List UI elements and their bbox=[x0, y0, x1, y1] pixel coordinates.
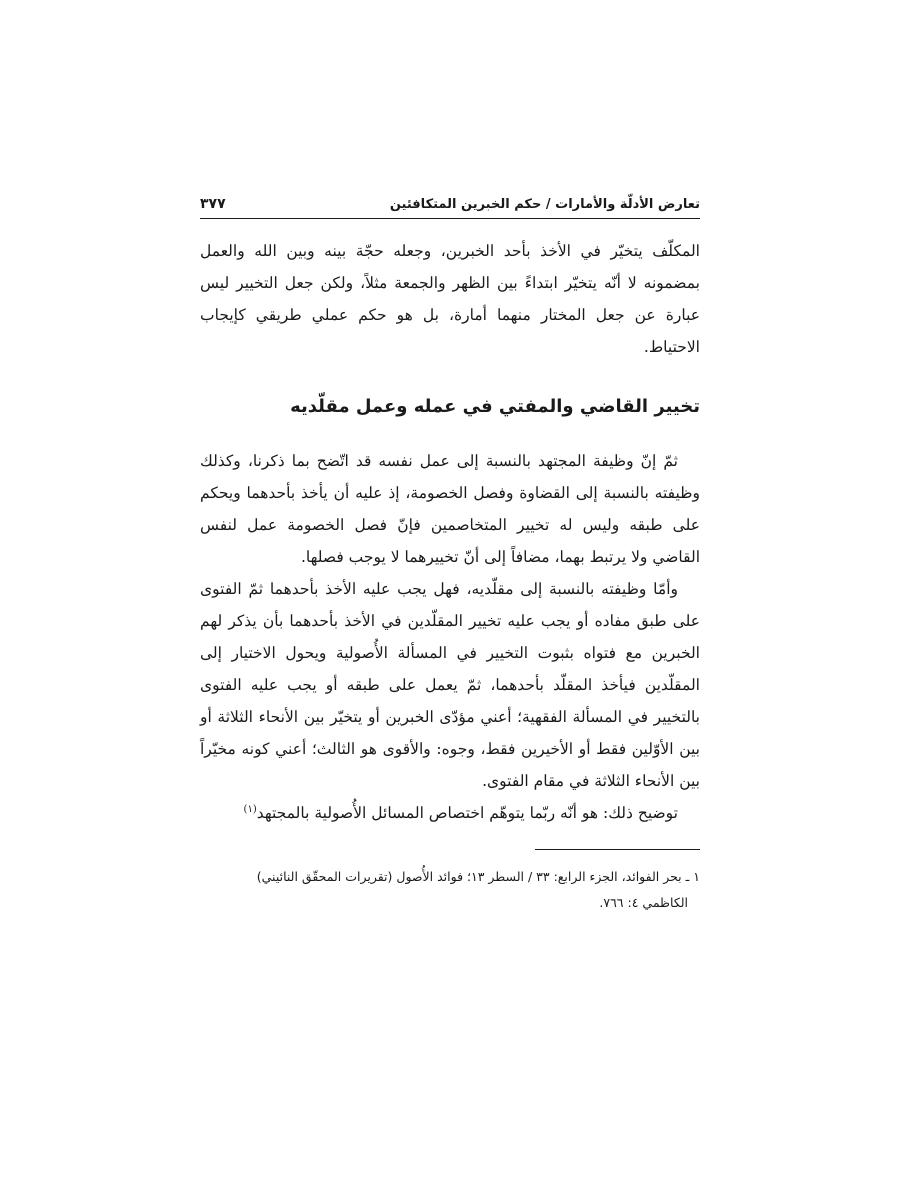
footnotes bbox=[200, 864, 700, 916]
footnote-1 bbox=[200, 864, 700, 916]
running-header bbox=[200, 196, 700, 219]
running-title: تعارض الأدلّة والأمارات / حكم الخبرين المتكافئين bbox=[389, 197, 700, 212]
footnote-divider bbox=[535, 849, 700, 850]
footnote-1-line-1: ١ ـ بحر الفوائد، الجزء الرابع: ٣٣ / السطر ١٣؛ فوائد الأُصول (تقريرات المحقّق النائيني) bbox=[256, 869, 700, 884]
main-text bbox=[200, 235, 700, 829]
book-page bbox=[200, 196, 700, 916]
paragraph-2: ثمّ إنّ وظيفة المجتهد بالنسبة إلى عمل نفسه قد اتّضح بما ذكرنا، وكذلك وظيفته بالنسبة إلى القضاوة وفصل الخصومة، إذ عليه أن يأخذ بأحدهما ويحكم على طبقه وليس له تخيير المتخاصمين فإنّ فصل الخصومة عمل لنفس القاضي ولا يرتبط بهما، مضافاً إلى أنّ تخييرهما لا يوجب فصلها. bbox=[200, 452, 700, 566]
footnote-1-line-2: الكاظمي ٤: ٧٦٦. bbox=[599, 895, 688, 910]
section-heading: تخيير القاضي والمفتي في عمله وعمل مقلّديه bbox=[290, 396, 700, 417]
paragraph-3: وأمّا وظيفته بالنسبة إلى مقلّديه، فهل يجب عليه الأخذ بأحدهما ثمّ الفتوى على طبق مفاده أو يجب عليه تخيير المقلّدين في الأخذ بأحدهما بأن يذكر لهم الخبرين مع فتواه بثبوت التخيير في المسألة الأُصولية ويحول الاختيار إلى المقلّدين فيأخذ المقلّد بأحدهما، ثمّ يعمل على طبقه أو يجب عليه الفتوى بالتخيير في المسألة الفقهية؛ أعني مؤدّى الخبرين أو يتخيّر بين الأنحاء الثلاثة أو بين الأوّلين فقط أو الأخيرين فقط، وجوه: والأقوى هو الثالث؛ أعني كونه مخيّراً بين الأنحاء الثلاثة في مقام الفتوى. bbox=[200, 580, 700, 790]
paragraph-4 bbox=[200, 797, 700, 829]
paragraph-4-text: توضيح ذلك: هو أنّه ربّما يتوهّم اختصاص المسائل الأُصولية بالمجتهد bbox=[256, 804, 678, 822]
page-number: ٣٧٧ bbox=[200, 196, 226, 212]
footnote-marker: (١) bbox=[243, 803, 257, 815]
paragraph-1: المكلّف يتخيّر في الأخذ بأحد الخبرين، وجعله حجّة بينه وبين الله والعمل بمضمونه لا أنّه يتخيّر ابتداءً بين الظهر والجمعة مثلاً، ولكن جعل التخيير ليس عبارة عن جعل المختار منهما أمارة، بل هو حكم عملي طريقي كإيجاب الاحتياط. bbox=[200, 242, 700, 356]
